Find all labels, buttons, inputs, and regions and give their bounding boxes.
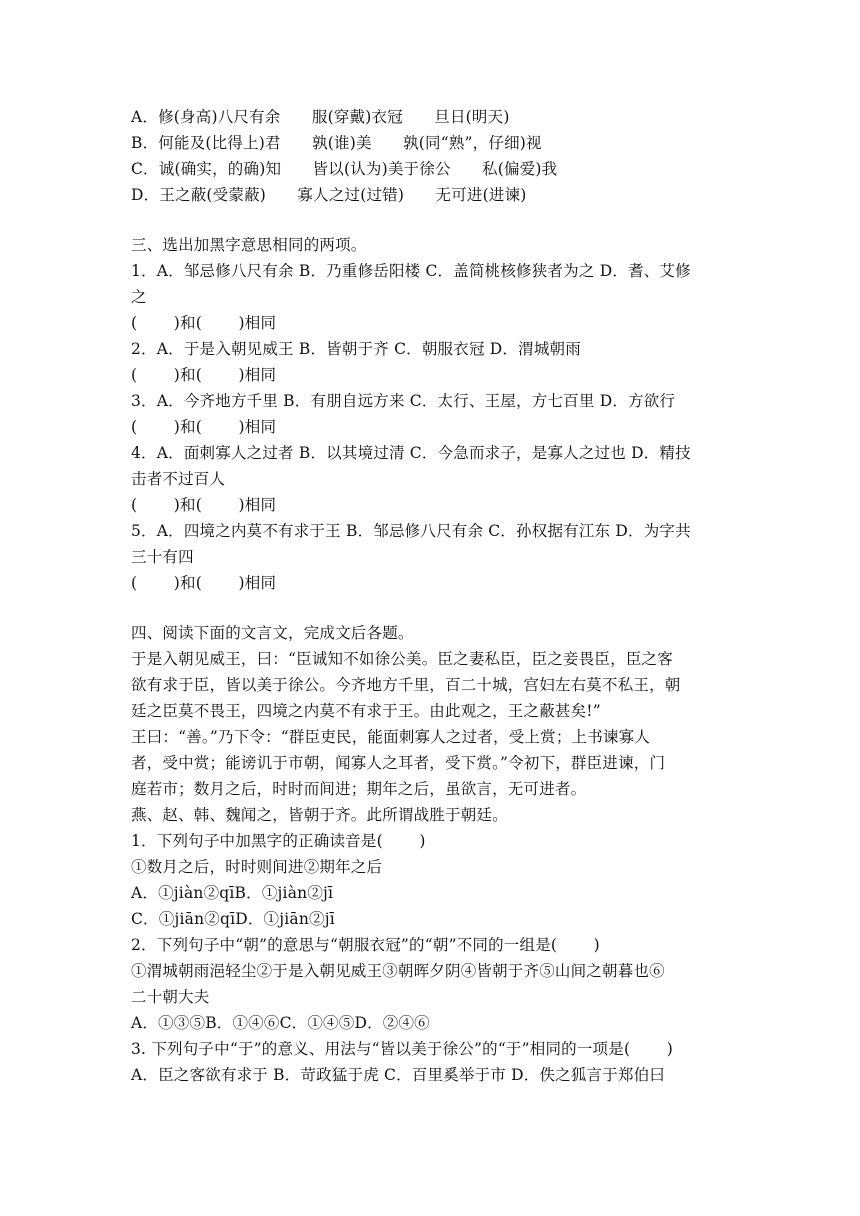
option-b: B．何能及(比得上)君 孰(谁)美 孰(同“熟”，仔细)视 xyxy=(131,134,542,152)
question-text: 4．A．面刺寡人之过者 B．以其境过清 C．今急而求子，是寡人之过也 D．精技 xyxy=(131,444,691,462)
question-stem: 2．下列句子中“朝”的意思与“朝服衣冠”的“朝”不同的一组是( ) xyxy=(131,936,600,954)
options-block xyxy=(131,104,731,208)
passage-line: 者，受中赏；能谤讥于市朝，闻寡人之耳者，受下赏。”令初下，群臣进谏，门 xyxy=(131,754,666,772)
passage-line: 燕、赵、韩、魏闻之，皆朝于齐。此所谓战胜于朝廷。 xyxy=(131,806,508,824)
question-text: 1．A．邹忌修八尺有余 B．乃重修岳阳楼 C．盖简桃核修狭者为之 D．耆、艾修 xyxy=(131,262,691,280)
answer-blank: ( )和( )相同 xyxy=(131,496,277,514)
passage-line: 欲有求于臣，皆以美于徐公。今齐地方千里，百二十城，宫妇左右莫不私王，朝 xyxy=(131,676,681,694)
question-item xyxy=(131,518,731,596)
question-line: ①数月之后，时时则间进②期年之后 xyxy=(131,858,383,876)
section-title: 四、阅读下面的文言文，完成文后各题。 xyxy=(131,624,414,642)
question-choices: C．①jiān②qīD．①jiān②jī xyxy=(131,910,335,928)
passage xyxy=(131,646,731,828)
reading-question-1 xyxy=(131,828,731,932)
passage-line: 于是入朝见威王，曰：“臣诚知不如徐公美。臣之妻私臣，臣之妾畏臣，臣之客 xyxy=(131,650,673,668)
option-d: D．王之蔽(受蒙蔽) 寡人之过(过错) 无可进(进谏) xyxy=(131,186,527,204)
question-choices: A．①jiàn②qīB．①jiàn②jī xyxy=(131,884,334,902)
question-item xyxy=(131,258,731,336)
question-continuation: 三十有四 xyxy=(131,548,194,566)
question-text: 5．A．四境之内莫不有求于王 B．邹忌修八尺有余 C．孙权据有江东 D．为字共 xyxy=(131,522,691,540)
passage-line: 庭若市；数月之后，时时而间进；期年之后，虽欲言，无可进者。 xyxy=(131,780,587,798)
question-item xyxy=(131,336,731,388)
question-text: 2．A．于是入朝见威王 B．皆朝于齐 C．朝服衣冠 D．渭城朝雨 xyxy=(131,340,581,358)
answer-blank: ( )和( )相同 xyxy=(131,574,277,592)
section-title: 三、选出加黑字意思相同的两项。 xyxy=(131,236,367,254)
question-continuation: 击者不过百人 xyxy=(131,470,226,488)
question-item xyxy=(131,388,731,440)
reading-question-3 xyxy=(131,1036,731,1088)
question-line: 二十朝大夫 xyxy=(131,988,210,1006)
question-line: ①渭城朝雨浥轻尘②于是入朝见威王③朝晖夕阴④皆朝于齐⑤山间之朝暮也⑥ xyxy=(131,962,665,980)
answer-blank: ( )和( )相同 xyxy=(131,314,277,332)
reading-question-2 xyxy=(131,932,731,1036)
option-a: A．修(身高)八尺有余 服(穿戴)衣冠 旦日(明天) xyxy=(131,108,510,126)
question-choices: A．①③⑤B．①④⑥C．①④⑤D．②④⑥ xyxy=(131,1014,430,1032)
option-c: C．诚(确实，的确)知 皆以(认为)美于徐公 私(偏爱)我 xyxy=(131,160,558,178)
question-text: 3．A．今齐地方千里 B．有朋自远方来 C．太行、王屋，方七百里 D．方欲行 xyxy=(131,392,676,410)
question-continuation: 之 xyxy=(131,288,147,306)
question-item xyxy=(131,440,731,518)
section-four xyxy=(131,620,731,1088)
document-body xyxy=(131,104,731,1088)
passage-line: 王曰：“善。”乃下令：“群臣吏民，能面刺寡人之过者，受上赏；上书谏寡人 xyxy=(131,728,651,746)
passage-line: 廷之臣莫不畏王，四境之内莫不有求于王。由此观之，王之蔽甚矣!” xyxy=(131,702,601,720)
answer-blank: ( )和( )相同 xyxy=(131,366,277,384)
question-choices: A．臣之客欲有求于 B．苛政猛于虎 C．百里奚举于市 D．佚之狐言于郑伯曰 xyxy=(131,1066,666,1084)
answer-blank: ( )和( )相同 xyxy=(131,418,277,436)
section-three xyxy=(131,232,731,596)
question-stem: 3. 下列句子中“于”的意义、用法与“皆以美于徐公”的“于”相同的一项是( ) xyxy=(131,1040,673,1058)
question-stem: 1．下列句子中加黑字的正确读音是( ) xyxy=(131,832,426,850)
